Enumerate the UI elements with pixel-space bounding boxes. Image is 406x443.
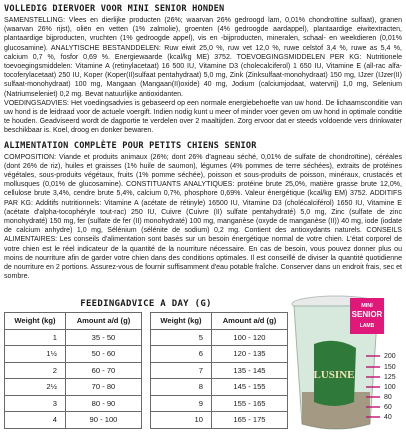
weight-cell: 6 <box>150 346 211 363</box>
table-spacer <box>141 346 150 363</box>
table-row <box>5 379 288 396</box>
table-spacer <box>141 313 150 330</box>
badge-top: MINI <box>361 303 373 309</box>
weight-cell: 3 <box>5 395 66 412</box>
scale-label: 150 <box>384 364 396 371</box>
weight-header-left: Weight (kg) <box>5 313 66 330</box>
amount-cell: 35 - 50 <box>65 329 141 346</box>
feeding-title: FEEDINGADVICE A DAY (G) <box>80 299 212 309</box>
amount-cell: 50 - 60 <box>65 346 141 363</box>
amount-cell: 70 - 80 <box>65 379 141 396</box>
weight-cell: 7 <box>150 362 211 379</box>
table-row <box>5 412 288 429</box>
scale-label: 80 <box>384 394 392 401</box>
scale-label: 100 <box>384 384 396 391</box>
weight-cell: 10 <box>150 412 211 429</box>
table-spacer <box>141 395 150 412</box>
table-row <box>5 329 288 346</box>
weight-cell: 8 <box>150 379 211 396</box>
measuring-cup-image <box>284 292 402 438</box>
amount-cell: 90 - 100 <box>65 412 141 429</box>
amount-header-right: Amount a/d (g) <box>211 313 287 330</box>
weight-cell: 1½ <box>5 346 66 363</box>
brand-text: LUSINE <box>313 369 355 381</box>
table-row <box>5 395 288 412</box>
scale-label: 200 <box>384 353 396 360</box>
scale-label: 60 <box>384 404 392 411</box>
feeding-table-section <box>4 299 288 429</box>
feeding-table <box>4 312 288 429</box>
amount-cell: 135 - 145 <box>211 362 287 379</box>
amount-header-left: Amount a/d (g) <box>65 313 141 330</box>
amount-cell: 165 - 175 <box>211 412 287 429</box>
amount-cell: 155 - 165 <box>211 395 287 412</box>
table-spacer <box>141 379 150 396</box>
fr-composition-text: COMPOSITION: Viande et produits animaux (26%; dont 26% d'agneau séché, 0,01% de sulfate de chondroïtine), céréales (dont 26% de riz), huiles et graisses (1% huile de saumon), légumes (4% pommes de terre séchées), extraits de protéines végétales, sous-produits végétaux, fruits (1% pomme séchée), poisson et sous-produits de poisson, minéraux, crustacés et mollusques (0,01% de glucosamine). CONSTITUANTS ANALYTIQUES: protéine brute 25,0%, matière grasse brute 12,0%, cellulose brute 3,4%, cendre brute 5,4%, calcium 0,7%, phosphore 0,69%. Valeur énergétique (kcal/kg EM) 3752. ADDITIFS PAR KG: Additifs nutritionnels: Vitamine A (acétate de rétinyle) 16500 IU, Vitamine D3 (cholécalciférol) 1650 IU, Vitamine E (acétate d'alpha-tocophéryle tout-rac) 250 IU, Cuivre (Cuivre (II) sulfate pentahydraté) 5,0 mg, Zinc (sulfate de zinc monohydraté) 150 mg, fer (sulfate de fer (II) monohydraté) 100 mg, manganèse (oxyde de manganèse (II)) 40 mg, iode (iodate de calcium anhydre) 1,0 mg, Sélénium (sélénite de sodium) 0,2 mg. Contient des antioxydants naturels. CONSEILS ALIMENTAIRES: Les conseils d'alimentation sont basés sur un besoin énergétique normal de votre chien. L'état corporel de votre chien est le réel indicateur de la quantité de la nourriture nécessaire. En cas de besoin, vous pouvez donner plus ou moins de nourriture afin de garder votre chien dans des conditions optimales. Il est conseillé de diviser la quantité quotidienne de nourriture en 2 portions. Assurez-vous de fournir suffisamment d'eau potable fraîche. Conserver dans un endroit frais, sec et sombre. <box>4 153 402 281</box>
scale-label: 125 <box>384 374 396 381</box>
amount-cell: 120 - 135 <box>211 346 287 363</box>
weight-cell: 9 <box>150 395 211 412</box>
table-spacer <box>141 362 150 379</box>
amount-cell: 145 - 155 <box>211 379 287 396</box>
amount-cell: 100 - 120 <box>211 329 287 346</box>
scale-label: 40 <box>384 414 392 421</box>
badge-sub: LAMB <box>359 323 375 329</box>
label-document <box>4 4 402 281</box>
nl-feeding-advice-text: VOEDINGSADVIES: Het voedingsadvies is gebaseerd op een normale energiebehoefte van uw hond. De lichaamsconditie van uw hond is de leidraad voor de actuele voergift. Indien nodig kunt u meer of minder voer geven om uw hond in optimale conditie te houden. Geadviseerd wordt de dagportie te verdelen over 2 maaltijden. Zorg ervoor dat er steeds voldoende vers drinkwater beschikbaar is. Koel, droog en donker bewaren. <box>4 99 402 135</box>
weight-cell: 4 <box>5 412 66 429</box>
amount-cell: 60 - 70 <box>65 362 141 379</box>
amount-cell: 80 - 90 <box>65 395 141 412</box>
badge-main: SENIOR <box>351 310 383 319</box>
table-row <box>5 346 288 363</box>
table-spacer <box>141 329 150 346</box>
weight-cell: 1 <box>5 329 66 346</box>
table-spacer <box>141 412 150 429</box>
weight-cell: 2½ <box>5 379 66 396</box>
table-row <box>5 362 288 379</box>
nl-title: VOLLEDIG DIERVOER VOOR MINI SENIOR HONDEN <box>4 4 225 14</box>
table-header-row <box>5 313 288 330</box>
weight-header-right: Weight (kg) <box>150 313 211 330</box>
measuring-cup-icon <box>284 292 402 438</box>
nl-composition-text: SAMENSTELLING: Vlees en dierlijke producten (26%; waarvan 26% gedroogd lam, 0,01% chondroïtine sulfaat), granen (waarvan 26% rijst), oliën en vetten (1% zalmolie), groenten (4% gedroogde aardappel), plantaardige eiwitextracten, plantaardige bijproducten, vruchten (1% gedroogde appel), vis en -bijproducten, mineralen, schaal- en weekdieren (0,01% glucosamine). ANALYTISCHE BESTANDDELEN: Ruw eiwit 25,0 %, ruw vet 12,0 %, ruwe celstof 3,4 %, ruwe as 5,4 %, calcium 0,7 %, fosfor 0,69 %. Energiewaarde (kcal/kg ME) 3752. TOEVOEGINGSMIDDELEN PER KG: Nutritionele toevoegingsmiddelen: Vitamine A (retinylacetaat) 16 500 IU, Vitamine D3 (cholecalciferol) 1 650 IU, Vitamine E (all-rac alfa-tocoferylacetaat) 250 IU, Koper (Koper(II)sulfaat pentahydraat) 5,0 mg, Zink (Zinksulfaat-monohydraat) 150 mg, IJzer (IJzer(II) sulfaat-monohydraat) 100 mg, Mangaan (Mangaan(II)oxide) 40 mg, Jodium (calciumjodaat, watervrij) 1,0 mg, Selenium (Natriumseleniet) 0,2 mg. Bevat natuurlijke antioxidanten. <box>4 17 402 98</box>
weight-cell: 5 <box>150 329 211 346</box>
weight-cell: 2 <box>5 362 66 379</box>
fr-title: ALIMENTATION COMPLÈTE POUR PETITS CHIENS SENIOR <box>4 140 257 151</box>
